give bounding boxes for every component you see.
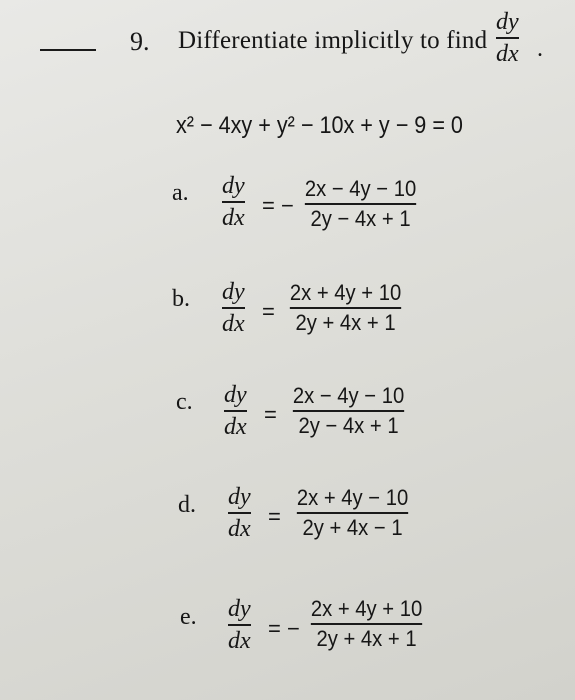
rhs-numerator: 2x + 4y − 10 <box>296 485 409 510</box>
option-b-lhs <box>222 280 245 336</box>
option-d-rhs <box>297 487 408 539</box>
fraction-bar <box>228 512 251 514</box>
lhs-numerator: dy <box>224 382 247 408</box>
rhs-numerator: 2x + 4y + 10 <box>310 596 423 621</box>
fraction-bar <box>496 37 519 39</box>
question-prompt: Differentiate implicitly to find <box>178 27 488 54</box>
option-b-rhs <box>290 282 401 334</box>
option-a-rhs <box>305 178 416 230</box>
lhs-denominator: dx <box>228 516 251 542</box>
option-a-lhs <box>222 174 245 230</box>
rhs-numerator: 2x + 4y + 10 <box>289 280 402 305</box>
fraction-bar <box>297 512 408 514</box>
target-denominator: dx <box>496 41 519 67</box>
fraction-bar <box>224 410 247 412</box>
lhs-denominator: dx <box>228 628 251 654</box>
lhs-denominator: dx <box>222 205 245 231</box>
lhs-numerator: dy <box>228 484 251 510</box>
given-equation: x² − 4xy + y² − 10x + y − 9 = 0 <box>176 112 463 139</box>
option-d-sign: = <box>268 504 281 529</box>
lhs-denominator: dx <box>222 311 245 337</box>
option-c-lhs <box>224 383 247 439</box>
option-a-sign: = − <box>262 193 294 218</box>
rhs-numerator: 2x − 4y − 10 <box>292 383 405 408</box>
prompt-period: . <box>537 36 543 62</box>
fraction-bar <box>311 623 422 625</box>
rhs-numerator: 2x − 4y − 10 <box>304 176 417 201</box>
lhs-denominator: dx <box>224 414 247 440</box>
option-e-sign: = − <box>268 616 300 641</box>
option-e-lhs <box>228 597 251 653</box>
option-label-e: e. <box>180 604 197 630</box>
lhs-numerator: dy <box>228 596 251 622</box>
option-d-lhs <box>228 485 251 541</box>
fraction-bar <box>293 410 404 412</box>
target-derivative <box>496 10 519 66</box>
rhs-denominator: 2y + 4x + 1 <box>316 626 417 651</box>
lhs-numerator: dy <box>222 173 245 199</box>
option-c-rhs <box>293 385 404 437</box>
fraction-bar <box>228 624 251 626</box>
option-e-rhs <box>311 598 422 650</box>
option-c-sign: = <box>264 402 277 427</box>
option-label-c: c. <box>176 389 193 415</box>
option-label-b: b. <box>172 286 190 312</box>
fraction-bar <box>222 201 245 203</box>
answer-blank-line <box>40 49 96 51</box>
lhs-numerator: dy <box>222 279 245 305</box>
fraction-bar <box>305 203 416 205</box>
question-number: 9. <box>130 27 150 56</box>
fraction-bar <box>222 307 245 309</box>
target-numerator: dy <box>496 9 519 35</box>
fraction-bar <box>290 307 401 309</box>
rhs-denominator: 2y + 4x − 1 <box>302 515 403 540</box>
rhs-denominator: 2y − 4x + 1 <box>310 206 411 231</box>
rhs-denominator: 2y − 4x + 1 <box>298 413 399 438</box>
rhs-denominator: 2y + 4x + 1 <box>295 310 396 335</box>
option-label-d: d. <box>178 492 196 518</box>
option-label-a: a. <box>172 180 189 206</box>
option-b-sign: = <box>262 299 275 324</box>
